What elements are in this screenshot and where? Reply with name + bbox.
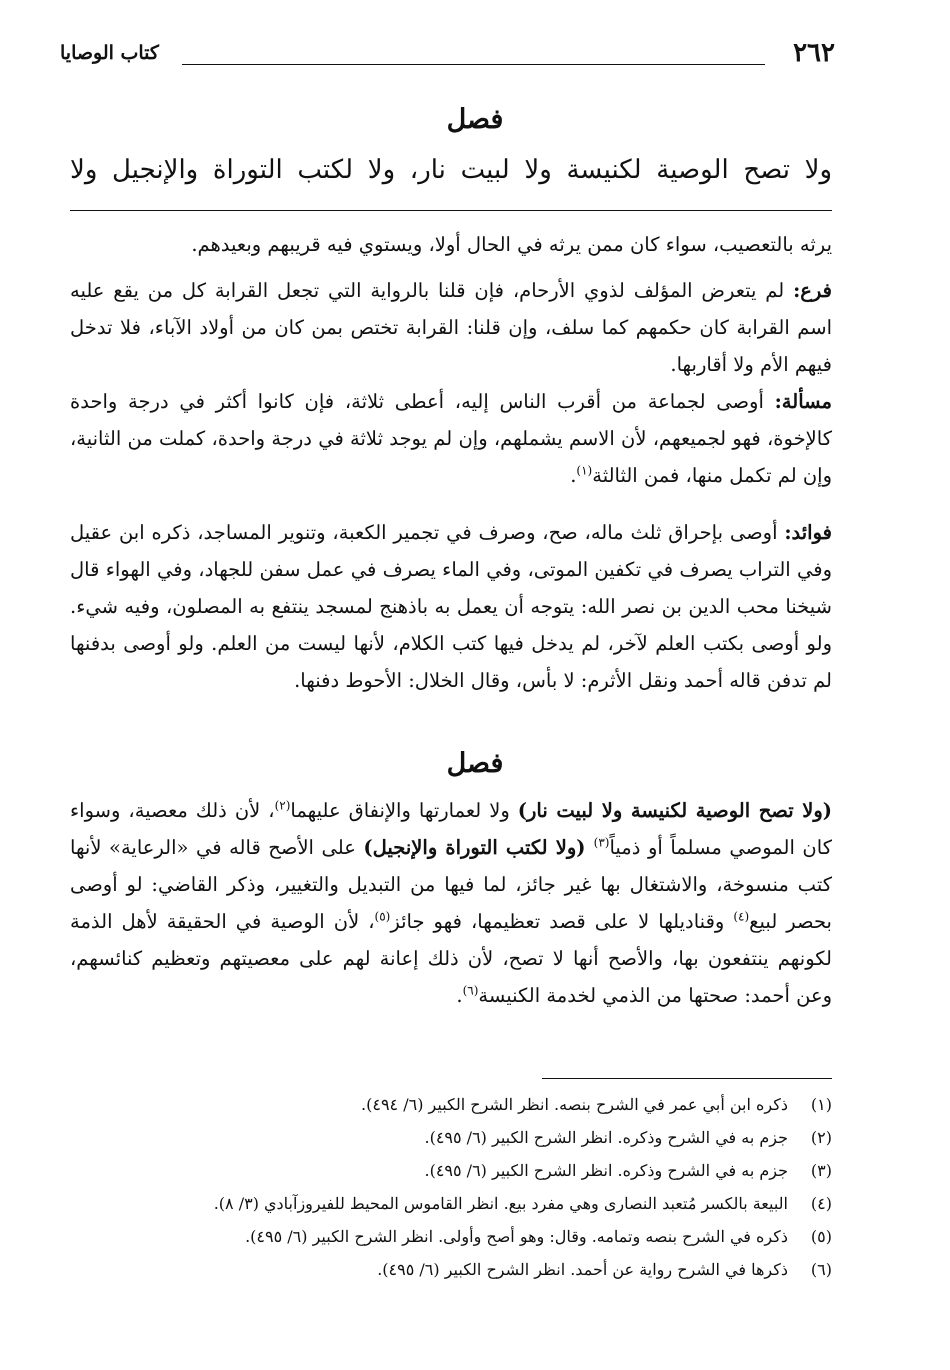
paragraph-masala: مسألة: أوصى لجماعة من أقرب الناس إليه، أعطى ثلاثة، فإن كانوا أكثر في درجة واحدة كالإخوة، فهو لجميعهم، لأن الاسم يشملهم، وإن لم يوجد ثلاثة في درجة واحدة، كملت من الثانية، وإن لم تكمل منها، فمن الثالثة$^{(١)}$. bbox=[70, 390, 832, 487]
running-header bbox=[60, 38, 835, 72]
book-title: كتاب الوصايا bbox=[60, 42, 159, 64]
footnotes bbox=[70, 1088, 832, 1286]
footnote: (٥) ذكره في الشرح بنصه وتمامه. وقال: وهو أصح وأولى. انظر الشرح الكبير (٦/ ٤٩٥). bbox=[245, 1227, 832, 1246]
section-title-2: فصل bbox=[446, 748, 504, 779]
masala-label: مسألة: bbox=[774, 390, 832, 413]
paragraph-continuation: يرثه بالتعصيب، سواء كان ممن يرثه في الحال أولا، ويستوي فيه قريبهم وبعيدهم. bbox=[191, 233, 832, 256]
footnote-ref: (٢) bbox=[274, 798, 291, 813]
page-number: ٢٦٢ bbox=[793, 38, 835, 68]
header-rule bbox=[182, 64, 765, 65]
far-label: فرع: bbox=[793, 279, 832, 302]
footnote-ref: (٤) bbox=[733, 909, 750, 924]
matn-rule bbox=[70, 210, 832, 211]
footnote: (٣) جزم به في الشرح وذكره. انظر الشرح الكبير (٦/ ٤٩٥). bbox=[424, 1161, 832, 1180]
footnote-rule bbox=[542, 1078, 832, 1079]
paragraph-far: فرع: لم يتعرض المؤلف لذوي الأرحام، فإن قلنا بالرواية التي تجعل القرابة كل من يقع عليه اسم القرابة كان حكمهم كما سلف، وإن قلنا: القرابة تختص بمن كان من أولاد الآباء، فلا تدخل فيهم الأم ولا أقاربها. bbox=[70, 279, 832, 376]
section-title: فصل bbox=[446, 104, 504, 135]
footnote: (٢) جزم به في الشرح وذكره. انظر الشرح الكبير (٦/ ٤٩٥). bbox=[424, 1128, 832, 1147]
matn-text: ولا تصح الوصية لكنيسة ولا لبيت نار، ولا لكتب التوراة والإنجيل ولا bbox=[70, 155, 832, 185]
footnote: (١) ذكره ابن أبي عمر في الشرح بنصه. انظر الشرح الكبير (٦/ ٤٩٤). bbox=[361, 1095, 832, 1114]
paragraph-fawaid: فوائد: أوصى بإحراق ثلث ماله، صح، وصرف في تجمير الكعبة، وتنوير المساجد، ذكره ابن عقيل وفي التراب يصرف في تكفين الموتى، وفي الماء يصرف في عمل سفن للجهاد، وفي الهواء قال شيخنا محب الدين بن نصر الله: يتوجه أن يعمل به باذهنج لمسجد ينتفع به المصلون، وفيه شيء. ولو أوصى بكتب العلم لآخر، لم يدخل فيها كتب الكلام، لأنها ليست من العلم. ولو أوصى بدفنها لم تدفن قاله أحمد ونقل الأثرم: لا بأس، وقال الخلال: الأحوط دفنها. bbox=[70, 521, 832, 692]
footnote-ref: (٦) bbox=[462, 983, 479, 998]
footnote-ref: (٥) bbox=[374, 909, 391, 924]
paragraph-commentary: (ولا تصح الوصية لكنيسة ولا لبيت نار) ولا لعمارتها والإنفاق عليهما$^{(٢)}$، لأن ذلك معصية، وسواء كان الموصي مسلماً أو ذمياً$^{(٣)}$ (ولا لكتب التوراة والإنجيل) على الأصح قاله في «الرعاية» لأنها كتب منسوخة، والاشتغال بها غير جائز، لما فيها من التبديل والتغيير، وذكر القاضي: لو أوصى بحصر لبيع$^{(٤)}$ وقناديلها لا على قصد تعظيمها، فهو جائز$^{(٥)}$، لأن الوصية في الحقيقة لأهل الذمة لكونهم ينتفعون بها، والأصح أنها لا تصح، لأن ذلك إعانة لهم على معصيتهم وتعظيم كنائسهم، وعن أحمد: صحتها من الذمي لخدمة الكنيسة$^{(٦)}$. bbox=[70, 798, 832, 1007]
fawaid-label: فوائد: bbox=[784, 521, 832, 544]
footnote-ref: (٣) bbox=[593, 835, 610, 850]
footnote-ref: (١) bbox=[576, 463, 593, 478]
footnote: (٦) ذكرها في الشرح رواية عن أحمد. انظر الشرح الكبير (٦/ ٤٩٥). bbox=[377, 1260, 832, 1279]
footnote: (٤) البيعة بالكسر مُتعبد النصارى وهي مفرد بيع. انظر القاموس المحيط للفيروزآبادي (٣/ ٨). bbox=[213, 1194, 832, 1213]
